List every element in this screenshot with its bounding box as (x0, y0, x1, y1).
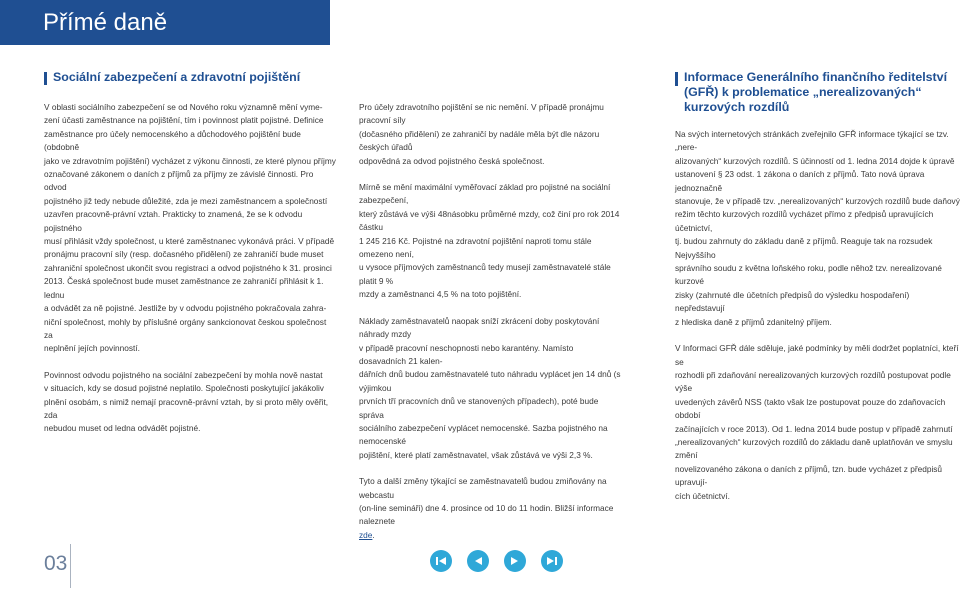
section-heading-social-insurance: Sociální zabezpečení a zdravotní pojištění (44, 70, 336, 85)
paragraph: V Informaci GFŘ dále sděluje, jaké podmínky by měli dodržet poplatníci, kteří se rozhodli při zdaňování nerealizovaných kurzových rozdílů postupovat podle výše uvedených závěrů NSS (takto však lze postupovat pouze do zdaňovacích období začínajících v roce 2013). Od 1. ledna 2014 bude postup v případě zahrnutí „nerealizovaných“ kurzových rozdílů do základu daně uplatňován ve smyslu změní novelizovaného zákona o daních z příjmů, tzn. bude vycházet z předpisů upravují- cích účetnictví. (675, 343, 959, 501)
prev-icon (472, 555, 484, 567)
link-suffix: . (372, 529, 375, 540)
paragraph: Na svých internetových stránkách zveřejnilo GFŘ informace týkající se tzv. „nere- alizovaných“ kurzových rozdílů. S účinností od 1. ledna 2014 dojde k úpravě ustanovení § 23 odst. 1 zákona o daních z příjmů. Tato nová úprava jednoznačně stanovuje, že v případě tzv. „nerealizovaných“ kurzových rozdílů bude daňový režim těchto kurzových rozdílů vycházet přímo z předpisů upravujících účetnictví, tj. budou zahrnuty do základu daně z příjmů. Reaguje tak na rozsudek Nejvyššího správního soudu z května loňského roku, podle něhož tzv. nerealizované kurzové zisky (zahrnuté dle účetních předpisů do výsledku hospodaření) nepředstavují z hlediska daně z příjmů zdanitelný příjem. (675, 129, 960, 327)
paragraph: Náklady zaměstnavatelů naopak sníží zkrácení doby poskytování náhrady mzdy v případě pracovní neschopnosti nebo karantény. Namísto dosavadních 21 kalen- dářních dnů budou zaměstnavatelé tuto náhradu vyplácet jen 14 dnů (s výjimkou prvních tří pracovních dnů ve stanovených případech), poté bude správa sociálního zabezpečení vyplácet nemocenské. Sazba pojistného na nemocenské pojištění, které platí zaměstnavatel, však zůstává ve výši 2,3 %. (359, 315, 621, 460)
paragraph: V oblasti sociálního zabezpečení se od Nového roku významně mění vyme- zení účasti zaměstnance na pojištění, tím i povinnost platit pojistné. Definice zaměstnance pro účely nemocenského a důchodového pojištění bude (obdobně jako ve zdravotním pojištění) vycházet z výkonu činnosti, ze které plynou příjmy označované zákonem o daních z příjmů za příjmy ze závislé činnosti. Pro odvod pojistného již tedy nebude důležité, zda je mezi zaměstnancem a společností uzavřen pracovně-právní vztah. Prakticky to znamená, že se k odvodu pojistného musí přihlásit vždy společnost, u které zaměstnanec vykonává práci. V případě pronájmu pracovní síly (resp. dočasného přidělení) ze zahraničí bude muset zahraniční společnost ukončit svou registraci a odvod pojistného k 31. prosinci 2013. Česká společnost bude muset zaměstnance ze zahraničí přihlásit k 1. lednu a odvádět za ně pojistné. Jestliže by v odvodu pojistného pokračovala zahra- niční společnost, mohly by příslušné orgány sankcionovat českou společnost za neplnění jejích povinností. (44, 102, 336, 354)
page-navigation (430, 550, 563, 572)
first-icon (435, 555, 447, 567)
paragraph-webcast (359, 475, 621, 542)
next-page-button[interactable] (504, 550, 526, 572)
paragraph-text: Tyto a další změny týkající se zaměstnavatelů budou zmiňovány na webcastu (on-line semináři) dne 4. prosince od 10 do 11 hodin. Bližší informace naleznete (359, 476, 614, 527)
column-social-insurance (44, 70, 336, 449)
column-health-insurance (359, 101, 621, 555)
page-title: Přímé daně (43, 9, 168, 36)
previous-page-button[interactable] (467, 550, 489, 572)
paragraph: Mírně se mění maximální vyměřovací základ pro pojistné na sociální zabezpečení, který zůstává ve výši 48násobku průměrné mzdy, což činí pro rok 2014 částku 1 245 216 Kč. Pojistné na zdravotní pojištění naproti tomu stále omezeno není, u vysoce příjmových zaměstnanců tedy musejí zaměstnavatelé stále platit 9 % mzdy a zaměstnanci 4,5 % na toto pojištění. (359, 182, 620, 300)
header-bar (0, 0, 330, 45)
last-page-button[interactable] (541, 550, 563, 572)
section-heading-gfr: Informace Generálního finančního ředitelství (GFŘ) k problematice „nerealizovaných“ kurzových rozdílů (675, 70, 960, 115)
first-page-button[interactable] (430, 550, 452, 572)
paragraph: Pro účely zdravotního pojištění se nic nemění. V případě pronájmu pracovní síly (dočasného přidělení) ze zahraničí by nadále měla být dle názoru českých úřadů odpovědná za odvod pojistného česká společnost. (359, 102, 604, 166)
page-divider (70, 544, 71, 588)
webcast-link[interactable]: zde (359, 529, 373, 540)
paragraph: Povinnost odvodu pojistného na sociální zabezpečení by mohla nově nastat v situacích, kdy se dosud pojistné neplatilo. Společnosti poskytující jakákoliv plnění osobám, s nimiž nemají pracovně-právní vztah, by si proto měly ověřit, zda nebudou muset od ledna odvádět pojistné. (44, 369, 329, 434)
column-gfr-info (675, 70, 960, 516)
next-icon (509, 555, 521, 567)
page-number: 03 (44, 552, 68, 575)
last-icon (546, 555, 558, 567)
